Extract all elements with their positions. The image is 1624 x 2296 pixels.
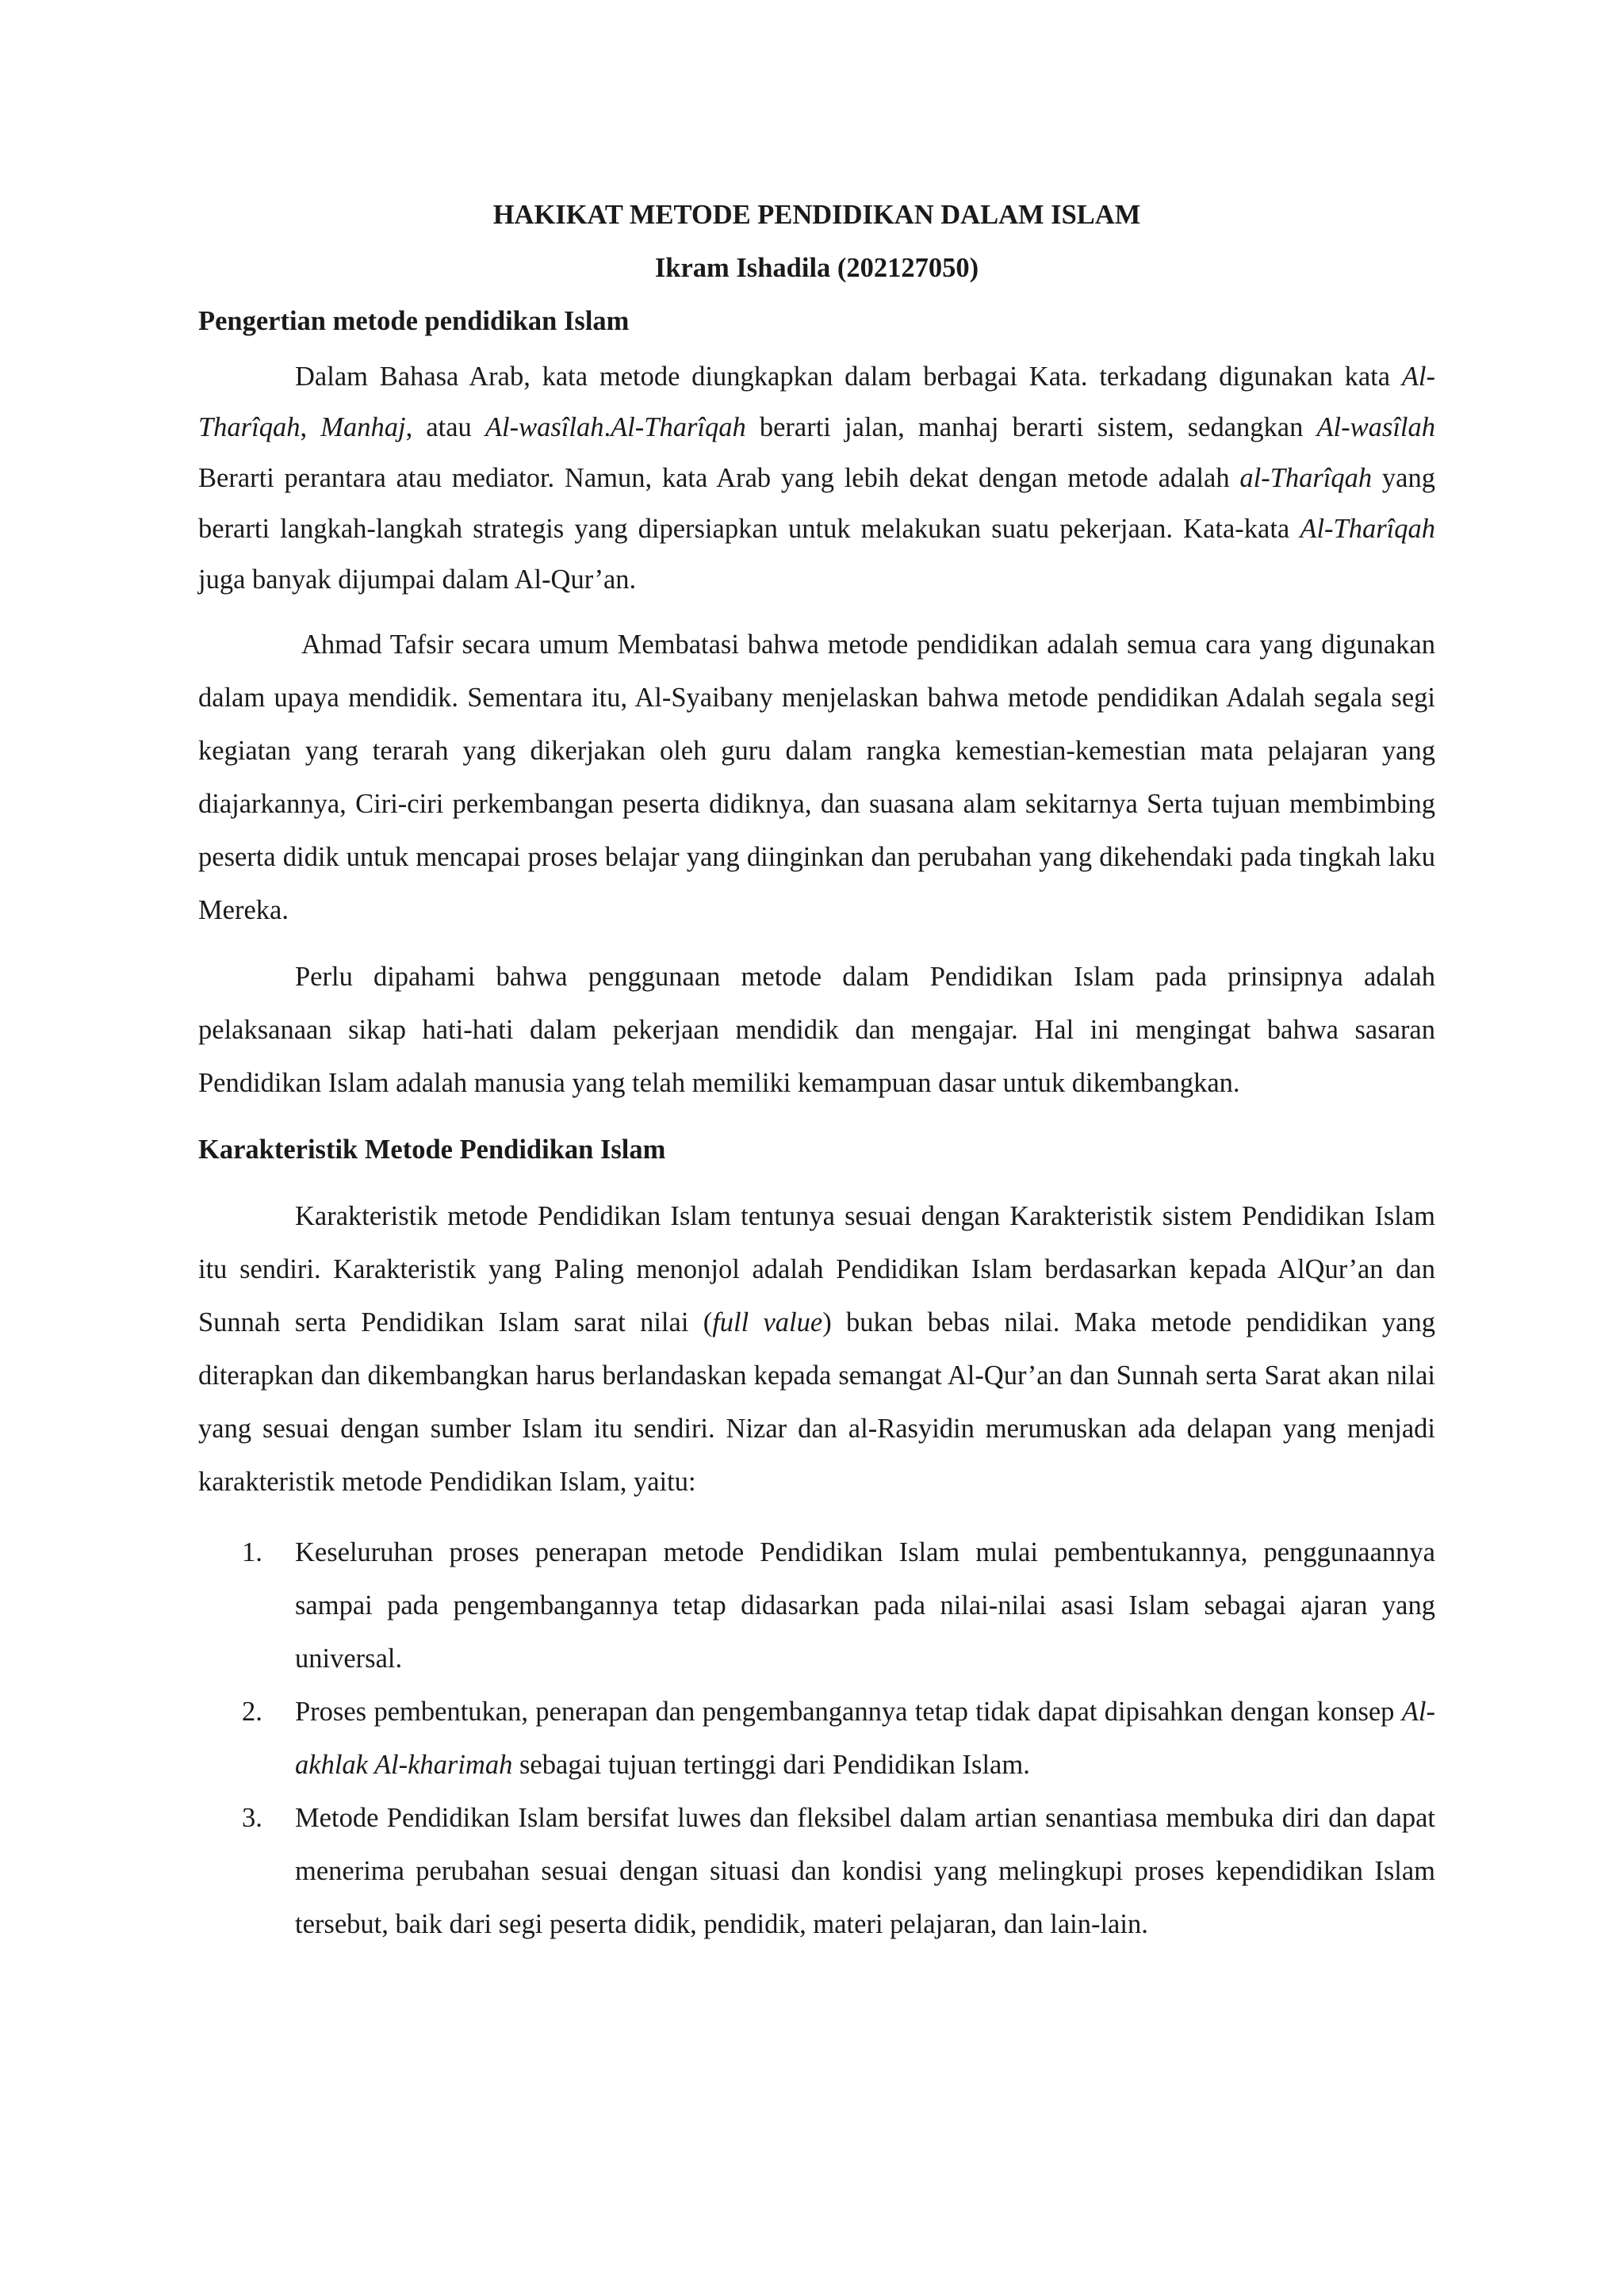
- list-item-text: Proses pembentukan, penerapan dan pengembangannya tetap tidak dapat dipisahkan dengan konsep Al-akhlak Al-kharimah sebagai tujuan tertinggi dari Pendidikan Islam.: [295, 1697, 1435, 1780]
- list-item: [198, 1792, 1435, 1951]
- document-page: [198, 189, 1435, 1951]
- list-item-text: Metode Pendidikan Islam bersifat luwes dan fleksibel dalam artian senantiasa membuka diri dan dapat menerima perubahan sesuai dengan situasi dan kondisi yang melingkupi proses kependidikan Islam tersebut, baik dari segi peserta didik, pendidik, materi pelajaran, dan lain-lain.: [295, 1803, 1435, 1939]
- list-item: [198, 1686, 1435, 1792]
- section-heading-pengertian: Pengertian metode pendidikan Islam: [198, 306, 630, 336]
- characteristics-list: [198, 1526, 1435, 1951]
- paragraph-3: Perlu dipahami bahwa penggunaan metode dalam Pendidikan Islam pada prinsipnya adalah pelaksanaan sikap hati-hati dalam pekerjaan mendidik dan mengajar. Hal ini mengingat bahwa sasaran Pendidikan Islam adalah manusia yang telah memiliki kemampuan dasar untuk dikembangkan.: [198, 962, 1435, 1098]
- list-item-number: 2.: [242, 1697, 262, 1727]
- paragraph-4: Karakteristik metode Pendidikan Islam tentunya sesuai dengan Karakteristik sistem Pendidikan Islam itu sendiri. Karakteristik yang Paling menonjol adalah Pendidikan Islam berdasarkan kepada AlQur’an dan Sunnah serta Pendidikan Islam sarat nilai (full value) bukan bebas nilai. Maka metode pendidikan yang diterapkan dan dikembangkan harus berlandaskan kepada semangat Al-Qur’an dan Sunnah serta Sarat akan nilai yang sesuai dengan sumber Islam itu sendiri. Nizar dan al-Rasyidin merumuskan ada delapan yang menjadi karakteristik metode Pendidikan Islam, yaitu:: [198, 1201, 1435, 1497]
- list-item: [198, 1526, 1435, 1686]
- list-item-text: Keseluruhan proses penerapan metode Pendidikan Islam mulai pembentukannya, penggunaannya sampai pada pengembangannya tetap didasarkan pada nilai-nilai asasi Islam sebagai ajaran yang universal.: [295, 1537, 1435, 1674]
- paragraph-2: Ahmad Tafsir secara umum Membatasi bahwa metode pendidikan adalah semua cara yang digunakan dalam upaya mendidik. Sementara itu, Al-Syaibany menjelaskan bahwa metode pendidikan Adalah segala segi kegiatan yang terarah yang dikerjakan oleh guru dalam rangka kemestian-kemestian mata pelajaran yang diajarkannya, Ciri-ciri perkembangan peserta didiknya, dan suasana alam sekitarnya Serta tujuan membimbing peserta didik untuk mencapai proses belajar yang diinginkan dan perubahan yang dikehendaki pada tingkah laku Mereka.: [198, 629, 1435, 925]
- section-heading-karakteristik: Karakteristik Metode Pendidikan Islam: [198, 1135, 666, 1165]
- document-title: HAKIKAT METODE PENDIDIKAN DALAM ISLAM: [492, 200, 1141, 230]
- list-item-number: 3.: [242, 1803, 262, 1833]
- document-author: Ikram Ishadila (202127050): [654, 253, 979, 283]
- paragraph-1: Dalam Bahasa Arab, kata metode diungkapkan dalam berbagai Kata. terkadang digunakan kata Al-Tharîqah, Manhaj, atau Al-wasîlah.Al-Tharîqah berarti jalan, manhaj berarti sistem, sedangkan Al-wasîlah Berarti perantara atau mediator. Namun, kata Arab yang lebih dekat dengan metode adalah al-Tharîqah yang berarti langkah-langkah strategis yang dipersiapkan untuk melakukan suatu pekerjaan. Kata-kata Al-Tharîqah juga banyak dijumpai dalam Al-Qur’an.: [198, 362, 1435, 595]
- list-item-number: 1.: [242, 1537, 262, 1567]
